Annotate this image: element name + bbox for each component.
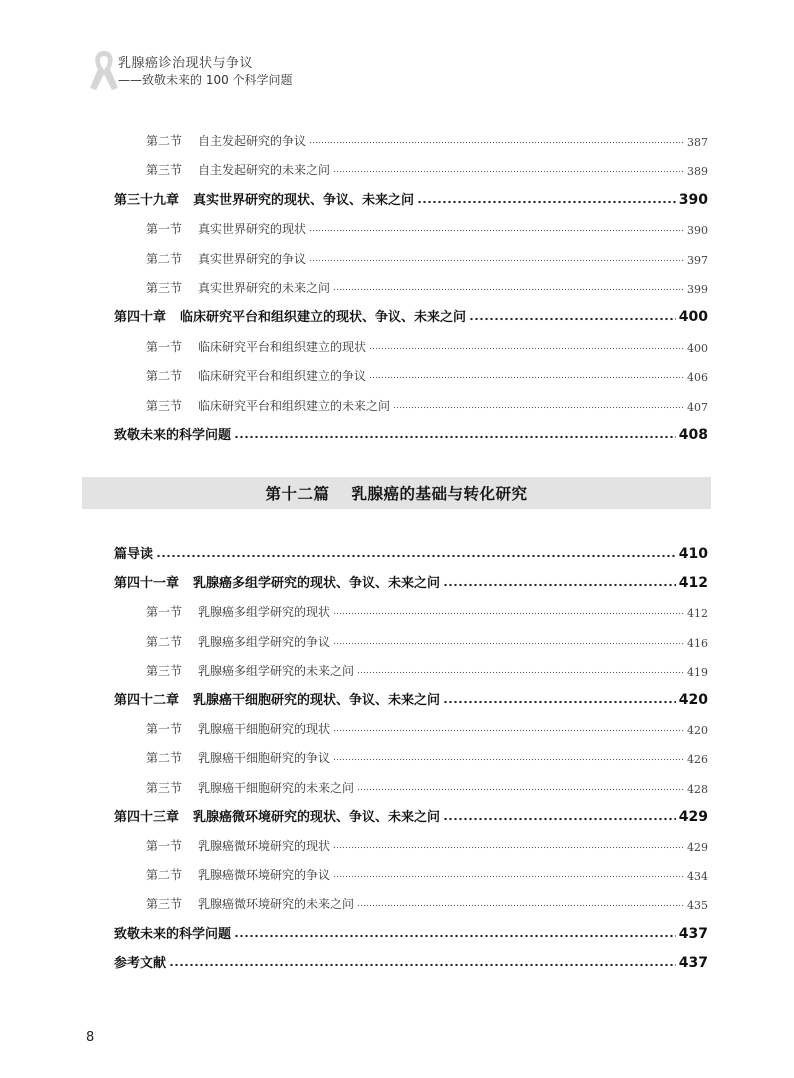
entry-number: 第二节 bbox=[146, 751, 183, 766]
part-title: 乳腺癌的基础与转化研究 bbox=[351, 485, 528, 503]
entry-number: 第一节 bbox=[146, 339, 183, 354]
dot-leader bbox=[357, 779, 684, 791]
toc-section-entry[interactable] bbox=[146, 659, 708, 679]
toc-section-entry[interactable] bbox=[146, 129, 708, 149]
entry-title: 临床研究平台和组织建立的未来之问 bbox=[198, 398, 391, 413]
dot-leader bbox=[443, 575, 676, 587]
entry-title: 乳腺癌多组学研究的争议 bbox=[198, 634, 331, 649]
toc-section-entry[interactable] bbox=[146, 276, 708, 296]
dot-leader bbox=[333, 749, 684, 761]
entry-number: 第二节 bbox=[146, 134, 183, 148]
dot-leader bbox=[234, 926, 676, 938]
entry-page-number: 390 bbox=[678, 191, 708, 208]
toc-section-entry[interactable] bbox=[146, 717, 708, 737]
entry-number: 第四十章 bbox=[114, 310, 167, 326]
entry-number: 第一节 bbox=[146, 605, 183, 620]
entry-number: 第三节 bbox=[146, 897, 183, 912]
entry-page-number: 400 bbox=[687, 341, 708, 355]
entry-title: 乳腺癌干细胞研究的争议 bbox=[198, 751, 331, 766]
entry-number: 第三节 bbox=[146, 281, 183, 295]
entry-title: 自主发起研究的争议 bbox=[198, 134, 307, 148]
part-banner bbox=[82, 477, 711, 509]
entry-number: 第四十二章 bbox=[114, 693, 180, 708]
entry-title: 乳腺癌微环境研究的争议 bbox=[198, 868, 331, 883]
toc-section-entry[interactable] bbox=[146, 335, 708, 355]
toc-chapter-entry[interactable] bbox=[114, 305, 708, 325]
toc-section-entry[interactable] bbox=[146, 630, 708, 650]
entry-title: 乳腺癌微环境研究的现状、争议、未来之问 bbox=[193, 809, 441, 825]
dot-leader bbox=[357, 895, 684, 907]
dot-leader bbox=[417, 192, 676, 204]
entry-title: 真实世界研究的现状 bbox=[198, 222, 307, 237]
entry-title: 真实世界研究的未来之问 bbox=[198, 281, 331, 295]
entry-number: 第四十一章 bbox=[114, 576, 180, 592]
entry-number: 第三节 bbox=[146, 398, 183, 413]
entry-page-number: 389 bbox=[687, 165, 708, 179]
entry-title: 临床研究平台和组织建立的争议 bbox=[198, 369, 367, 384]
toc-section-entry[interactable] bbox=[146, 746, 708, 766]
entry-title: 自主发起研究的未来之问 bbox=[198, 163, 331, 178]
toc-chapter-entry[interactable] bbox=[114, 951, 708, 971]
entry-number: 第一节 bbox=[146, 222, 183, 237]
toc-section-entry[interactable] bbox=[146, 217, 708, 237]
entry-title: 临床研究平台和组织建立的现状、争议、未来之问 bbox=[180, 310, 467, 326]
toc-chapter-entry[interactable] bbox=[114, 688, 708, 708]
dot-leader bbox=[309, 250, 684, 262]
toc-section-entry[interactable] bbox=[146, 776, 708, 796]
entry-number: 第四十三章 bbox=[114, 809, 180, 825]
dot-leader bbox=[333, 720, 684, 732]
entry-page-number: 412 bbox=[687, 607, 708, 621]
dot-leader bbox=[357, 662, 684, 674]
dot-leader bbox=[333, 279, 684, 291]
dot-leader bbox=[393, 397, 684, 409]
dot-leader bbox=[333, 837, 684, 849]
entry-page-number: 419 bbox=[687, 665, 708, 679]
entry-title: 乳腺癌干细胞研究的现状、争议、未来之问 bbox=[193, 693, 441, 708]
entry-page-number: 428 bbox=[687, 782, 708, 796]
dot-leader bbox=[309, 220, 684, 232]
entry-page-number: 426 bbox=[687, 753, 708, 767]
entry-title: 真实世界研究的争议 bbox=[198, 251, 307, 266]
toc-section-entry[interactable] bbox=[146, 158, 708, 178]
entry-page-number: 412 bbox=[678, 575, 708, 592]
dot-leader bbox=[369, 367, 684, 379]
toc-section-entry[interactable] bbox=[146, 863, 708, 883]
dot-leader bbox=[443, 809, 676, 821]
toc-chapter-entry[interactable] bbox=[114, 922, 708, 942]
entry-title: 篇导读 bbox=[114, 547, 154, 562]
dot-leader bbox=[309, 132, 684, 144]
dot-leader bbox=[169, 955, 676, 967]
entry-number: 第一节 bbox=[146, 722, 183, 737]
toc-section-entry[interactable] bbox=[146, 247, 708, 267]
entry-number: 第三节 bbox=[146, 663, 183, 678]
entry-number: 第三节 bbox=[146, 780, 183, 795]
entry-title: 乳腺癌干细胞研究的未来之问 bbox=[198, 780, 355, 795]
page-number: 8 bbox=[86, 1030, 95, 1045]
entry-number: 第一节 bbox=[146, 839, 183, 853]
toc-chapter-entry[interactable] bbox=[114, 423, 708, 443]
entry-page-number: 390 bbox=[687, 224, 708, 238]
entry-page-number: 434 bbox=[687, 870, 708, 884]
entry-title: 真实世界研究的现状、争议、未来之问 bbox=[193, 192, 415, 208]
toc-section-entry[interactable] bbox=[146, 892, 708, 912]
entry-title: 参考文献 bbox=[114, 955, 167, 971]
entry-page-number: 399 bbox=[687, 283, 708, 296]
entry-page-number: 437 bbox=[678, 925, 708, 942]
book-subtitle: ——致敬未来的 100 个科学问题 bbox=[118, 73, 293, 87]
entry-title: 临床研究平台和组织建立的现状 bbox=[198, 339, 367, 354]
entry-page-number: 429 bbox=[678, 808, 708, 825]
entry-page-number: 400 bbox=[678, 309, 708, 326]
entry-page-number: 420 bbox=[687, 724, 708, 738]
entry-title: 乳腺癌多组学研究的现状 bbox=[198, 605, 331, 620]
entry-page-number: 437 bbox=[678, 954, 708, 971]
dot-leader bbox=[234, 427, 676, 439]
entry-number: 第二节 bbox=[146, 634, 183, 649]
toc-chapter-entry[interactable] bbox=[114, 805, 708, 825]
dot-leader bbox=[443, 692, 676, 704]
toc-chapter-entry[interactable] bbox=[114, 542, 708, 562]
dot-leader bbox=[156, 546, 676, 558]
entry-title: 乳腺癌微环境研究的现状 bbox=[198, 839, 331, 853]
dot-leader bbox=[333, 866, 684, 878]
entry-page-number: 416 bbox=[687, 636, 708, 650]
toc-section-entry[interactable] bbox=[146, 394, 708, 414]
entry-page-number: 387 bbox=[687, 136, 708, 149]
toc-section-entry[interactable] bbox=[146, 834, 708, 854]
entry-page-number: 397 bbox=[687, 253, 708, 267]
entry-page-number: 407 bbox=[687, 400, 708, 414]
entry-number: 第二节 bbox=[146, 868, 183, 883]
dot-leader bbox=[369, 338, 684, 350]
entry-title: 致敬未来的科学问题 bbox=[114, 926, 232, 942]
entry-number: 第二节 bbox=[146, 251, 183, 266]
entry-number: 第二节 bbox=[146, 369, 183, 384]
entry-page-number: 406 bbox=[687, 371, 708, 385]
entry-number: 第三节 bbox=[146, 163, 183, 178]
entry-page-number: 410 bbox=[678, 546, 708, 562]
toc-section-entry[interactable] bbox=[146, 600, 708, 620]
toc-chapter-entry[interactable] bbox=[114, 571, 708, 591]
entry-page-number: 435 bbox=[687, 899, 708, 913]
entry-title: 致敬未来的科学问题 bbox=[114, 428, 232, 443]
dot-leader bbox=[469, 309, 676, 321]
entry-number: 第三十九章 bbox=[114, 192, 180, 208]
dot-leader bbox=[333, 161, 684, 173]
dot-leader bbox=[333, 603, 684, 615]
entry-title: 乳腺癌微环境研究的未来之问 bbox=[198, 897, 355, 912]
toc-chapter-entry[interactable] bbox=[114, 188, 708, 208]
part-number: 第十二篇 bbox=[265, 485, 330, 503]
entry-page-number: 420 bbox=[678, 692, 708, 708]
dot-leader bbox=[333, 633, 684, 645]
entry-title: 乳腺癌多组学研究的未来之问 bbox=[198, 663, 355, 678]
entry-title: 乳腺癌干细胞研究的现状 bbox=[198, 722, 331, 737]
book-title: 乳腺癌诊治现状与争议 bbox=[118, 56, 254, 71]
entry-title: 乳腺癌多组学研究的现状、争议、未来之问 bbox=[193, 576, 441, 592]
entry-page-number: 408 bbox=[678, 427, 708, 443]
toc-section-entry[interactable] bbox=[146, 364, 708, 384]
entry-page-number: 429 bbox=[687, 841, 708, 854]
